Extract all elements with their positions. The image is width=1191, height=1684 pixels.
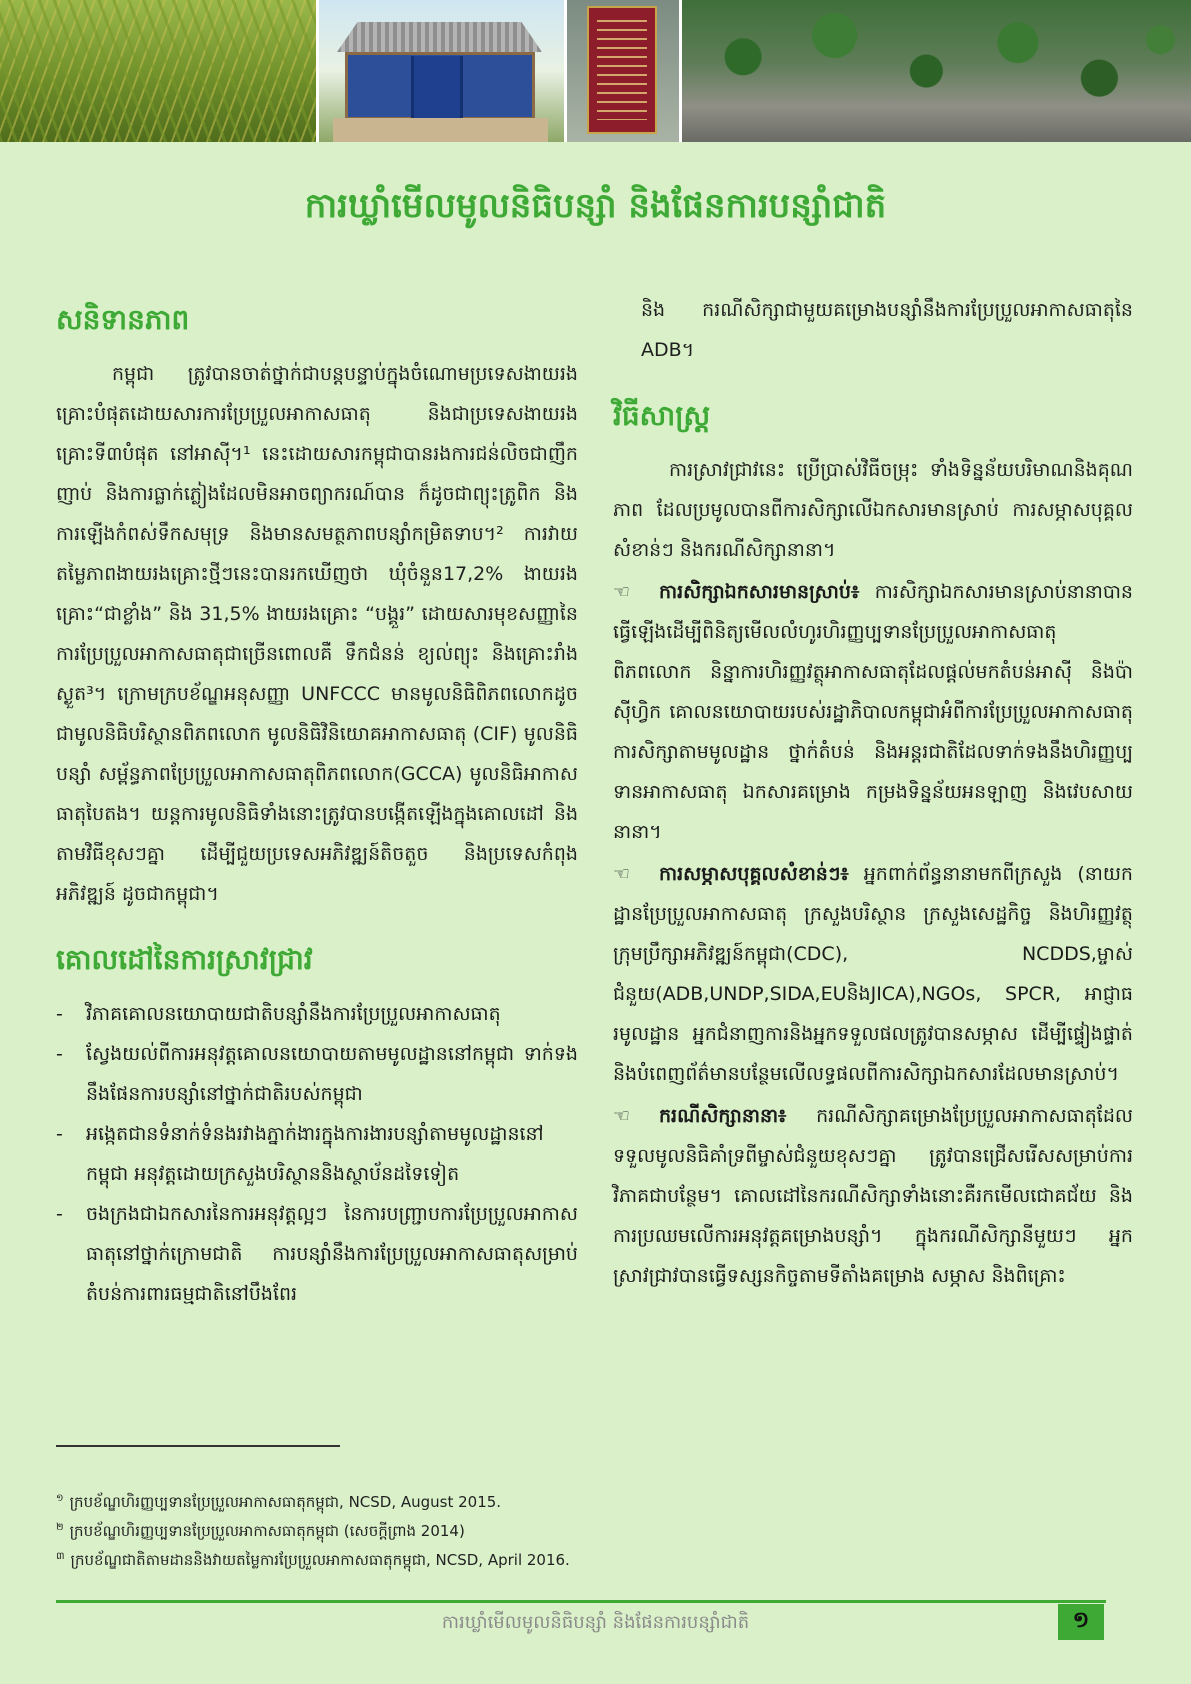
list-item xyxy=(56,994,578,1034)
dash-marker: - xyxy=(56,1123,63,1145)
list-item xyxy=(56,1114,578,1194)
community-house-photo xyxy=(319,0,564,142)
research-goals-heading: គោលដៅនៃការស្រាវជ្រាវ xyxy=(56,943,313,976)
footnote-divider xyxy=(56,1445,340,1447)
item-text: ការសិក្សាឯកសារមានស្រាប់នានាបានធ្វើឡើងដើម្បីពិនិត្យមើលលំហូរហិរញ្ញប្បទានប្រែប្រួលអាកាសធាតុពិភពលោក និន្នាការហិរញ្ញវត្ថុអាកាសធាតុដែលផ្តល់មកតំបន់អាស៊ី និងប៉ាស៊ីហ្វិក គោលនយោបាយរបស់រដ្ឋាភិបាលកម្ពុជាអំពីការប្រែប្រួលអាកាសធាតុ ការសិក្សាតាមមូលដ្ឋាន ថ្នាក់តំបន់ និងអន្តរជាតិដែលទាក់ទងនឹងហិរញ្ញប្បទានអាកាសធាតុ ឯកសារគម្រោង កម្រងទិន្នន័យអនឡាញ និងវេបសាយនានា។ xyxy=(613,581,1133,843)
footnote-number: ២ xyxy=(56,1522,64,1533)
sign-board xyxy=(587,6,657,134)
pointing-hand-icon: ☜ xyxy=(613,863,631,885)
section-gap xyxy=(613,370,1133,396)
footnote-text: ក្របខ័ណ្ឌហិរញ្ញប្បទានប្រែប្រួលអាកាសធាតុកម្ពុជា (សេចក្តីព្រាង 2014) xyxy=(69,1522,465,1540)
research-goals-list xyxy=(56,994,578,1314)
pointing-hand-icon: ☜ xyxy=(613,1105,631,1127)
rationale-heading: សនិទានភាព xyxy=(56,303,190,336)
section-gap xyxy=(56,914,578,940)
rice-field-photo xyxy=(0,0,316,142)
page-number: ១ xyxy=(1058,1604,1104,1640)
method-item-desk-review xyxy=(613,572,1133,852)
footnotes xyxy=(56,1486,1056,1573)
footer-title: ការឃ្លាំមើលមូលនិធិបន្សាំ និងផែនការបន្សាំជាតិ xyxy=(441,1612,750,1633)
item-lead: ការសម្ភាសបុគ្គលសំខាន់ៗ៖ xyxy=(659,863,849,885)
project-sign-photo xyxy=(567,0,679,142)
item-text: អ្នកពាក់ព័ន្ធនានាមកពីក្រសួង (នាយកដ្ឋានប្រែប្រួលអាកាសធាតុ ក្រសួងបរិស្ថាន ក្រសួងសេដ្ឋកិច្ច និងហិរញ្ញវត្ថុ ក្រុមប្រឹក្សាអភិវឌ្ឍន៍កម្ពុជា(CDC), NCDDS,ម្ចាស់ជំនួយ(ADB,UNDP,SIDA,EUនិងJICA),NGOs, SPCR, អាជ្ញាធរមូលដ្ឋាន អ្នកជំនាញការនិងអ្នកទទួលផលត្រូវបានសម្ភាស ដើម្បីផ្ទៀងផ្ទាត់ និងបំពេញព័ត៌មានបន្ថែមលើលទ្ធផលពីការសិក្សាឯកសារដែលមានស្រាប់។ xyxy=(613,863,1133,1085)
pointing-hand-icon: ☜ xyxy=(613,581,631,603)
goal-text: វិភាគគោលនយោបាយជាតិបន្សាំនឹងការប្រែប្រួលអាកាសធាតុ xyxy=(86,1003,501,1025)
item-lead: ករណីសិក្សានានា៖ xyxy=(659,1105,787,1127)
list-item xyxy=(56,1034,578,1114)
goal-text: អង្កេតជានទំនាក់ទំនងរវាងភ្នាក់ងារក្នុងការងារបន្សាំតាមមូលដ្ឋាននៅកម្ពុជា អនុវត្តដោយក្រសួងបរិស្ថាននិងស្ថាប័នដទៃទៀត xyxy=(86,1123,544,1185)
footnote-number: ១ xyxy=(56,1493,64,1504)
house-roof xyxy=(337,22,542,52)
left-column xyxy=(56,300,578,1314)
header-photo-strip xyxy=(0,0,1191,142)
continued-paragraph: និង ករណីសិក្សាជាមួយគម្រោងបន្សាំនឹងការប្រែប្រួលអាកាសធាតុនៃ ADB។ xyxy=(641,299,1133,361)
footnote-number: ៣ xyxy=(56,1551,65,1562)
method-item-interviews xyxy=(613,854,1133,1094)
right-column xyxy=(613,290,1133,1296)
page-title: ការឃ្លាំមើលមូលនិធិបន្សាំ និងផែនការបន្សាំជាតិ xyxy=(304,186,887,226)
footnote-text: ក្របខ័ណ្ឌហិរញ្ញប្បទានប្រែប្រួលអាកាសធាតុកម្ពុជា, NCSD, August 2015. xyxy=(69,1493,502,1511)
footnote xyxy=(56,1486,1056,1515)
goal-text: ចងក្រងជាឯកសារនៃការអនុវត្តល្អៗ នៃការបញ្ជ្រាបការប្រែប្រួលអាកាសធាតុនៅថ្នាក់ក្រោមជាតិ ការបន្សាំនឹងការប្រែប្រួលអាកាសធាតុសម្រាប់តំបន់ការពារធម្មជាតិនៅបឹងពែរ xyxy=(86,1203,578,1305)
footer-rule xyxy=(56,1600,1106,1603)
mangrove-seedlings-photo xyxy=(682,0,1191,142)
dash-marker: - xyxy=(56,1203,63,1225)
item-lead: ការសិក្សាឯកសារមានស្រាប់៖ xyxy=(659,581,860,603)
house-foundation xyxy=(333,118,548,142)
dash-marker: - xyxy=(56,1003,63,1025)
dash-marker: - xyxy=(56,1043,63,1065)
item-text: ករណីសិក្សាគម្រោងប្រែប្រួលអាកាសធាតុដែលទទួលមូលនិធិគាំទ្រពីម្ចាស់ជំនួយខុសៗគ្នា ត្រូវបានជ្រើសរើសសម្រាប់ការវិភាគជាបន្ថែម។ គោលដៅនៃករណីសិក្សាទាំងនោះគឺរកមើលជោគជ័យ និងការប្រឈមលើការអនុវត្តគម្រោងបន្សាំ។ ក្នុងករណីសិក្សានីមួយៗ អ្នកស្រាវជ្រាវបានធ្វើទស្សនកិច្ចតាមទីតាំងគម្រោង សម្ភាស និងពិគ្រោះ xyxy=(613,1105,1133,1287)
goal-text: ស្វែងយល់ពីការអនុវត្តគោលនយោបាយតាមមូលដ្ឋាននៅកម្ពុជា ទាក់ទងនឹងផែនការបន្សាំនៅថ្នាក់ជាតិរបស់កម្ពុជា xyxy=(86,1043,578,1105)
sign-text-lines xyxy=(597,20,647,120)
footnote xyxy=(56,1515,1056,1544)
method-item-case-studies xyxy=(613,1096,1133,1296)
footnote-text: ក្របខ័ណ្ឌជាតិតាមដាននិងវាយតម្លៃការប្រែប្រួលអាកាសធាតុកម្ពុជា, NCSD, April 2016. xyxy=(70,1551,570,1569)
methodology-paragraph: ការស្រាវជ្រាវនេះ ប្រើប្រាស់វិធីចម្រុះ ទាំងទិន្នន័យបរិមាណនិងគុណភាព ដែលប្រមូលបានពីការសិក្សាលើឯកសារមានស្រាប់ ការសម្ភាសបុគ្គលសំខាន់ៗ និងករណីសិក្សានានា។ xyxy=(613,459,1133,561)
footnote xyxy=(56,1544,1056,1573)
list-item xyxy=(56,1194,578,1314)
house-door xyxy=(411,56,463,118)
rationale-paragraph: កម្ពុជា ត្រូវបានចាត់ថ្នាក់ជាបន្តបន្ទាប់ក្នុងចំណោមប្រទេសងាយរងគ្រោះបំផុតដោយសារការប្រែប្រួលអាកាសធាតុ និងជាប្រទេសងាយរងគ្រោះទី៣បំផុត នៅអាស៊ី។¹ នេះដោយសារកម្ពុជាបានរងការជន់លិចជាញឹកញាប់ និងការធ្លាក់ភ្លៀងដែលមិនអាចព្យាករណ៍បាន ក៏ដូចជាព្យុះត្រូពិក និងការឡើងកំពស់ទឹកសមុទ្រ និងមានសមត្ថភាពបន្សាំកម្រិតទាប។² ការវាយតម្លៃភាពងាយរងគ្រោះថ្មីៗនេះបានរកឃើញថា ឃុំចំនួន17,2% ងាយរងគ្រោះ“ជាខ្លាំង” និង 31,5% ងាយរងគ្រោះ “បង្គួរ” ដោយសារមុខសញ្ញានៃការប្រែប្រួលអាកាសធាតុជាច្រើនពោលគឺ ទឹកជំនន់ ខ្យល់ព្យុះ និងគ្រោះរាំងស្ងួត³។ ក្រោមក្របខ័ណ្ឌអនុសញ្ញា UNFCCC មានមូលនិធិពិភពលោកដូចជាមូលនិធិបរិស្ថានពិភពលោក មូលនិធិវិនិយោគអាកាសធាតុ (CIF) មូលនិធិបន្សាំ សម្ព័ន្ធភាពប្រែប្រួលអាកាសធាតុពិភពលោក(GCCA) មូលនិធិអាកាសធាតុបៃតង។ យន្តការមូលនិធិទាំងនោះត្រូវបានបង្កើតឡើងក្នុងគោលដៅ និងតាមវិធីខុសៗគ្នា ដើម្បីជួយប្រទេសអភិវឌ្ឍន៍តិចតួច និងប្រទេសកំពុងអភិវឌ្ឍន៍ ដូចជាកម្ពុជា។ xyxy=(56,363,578,905)
methodology-heading: វិធីសាស្ត្រ xyxy=(613,399,711,432)
